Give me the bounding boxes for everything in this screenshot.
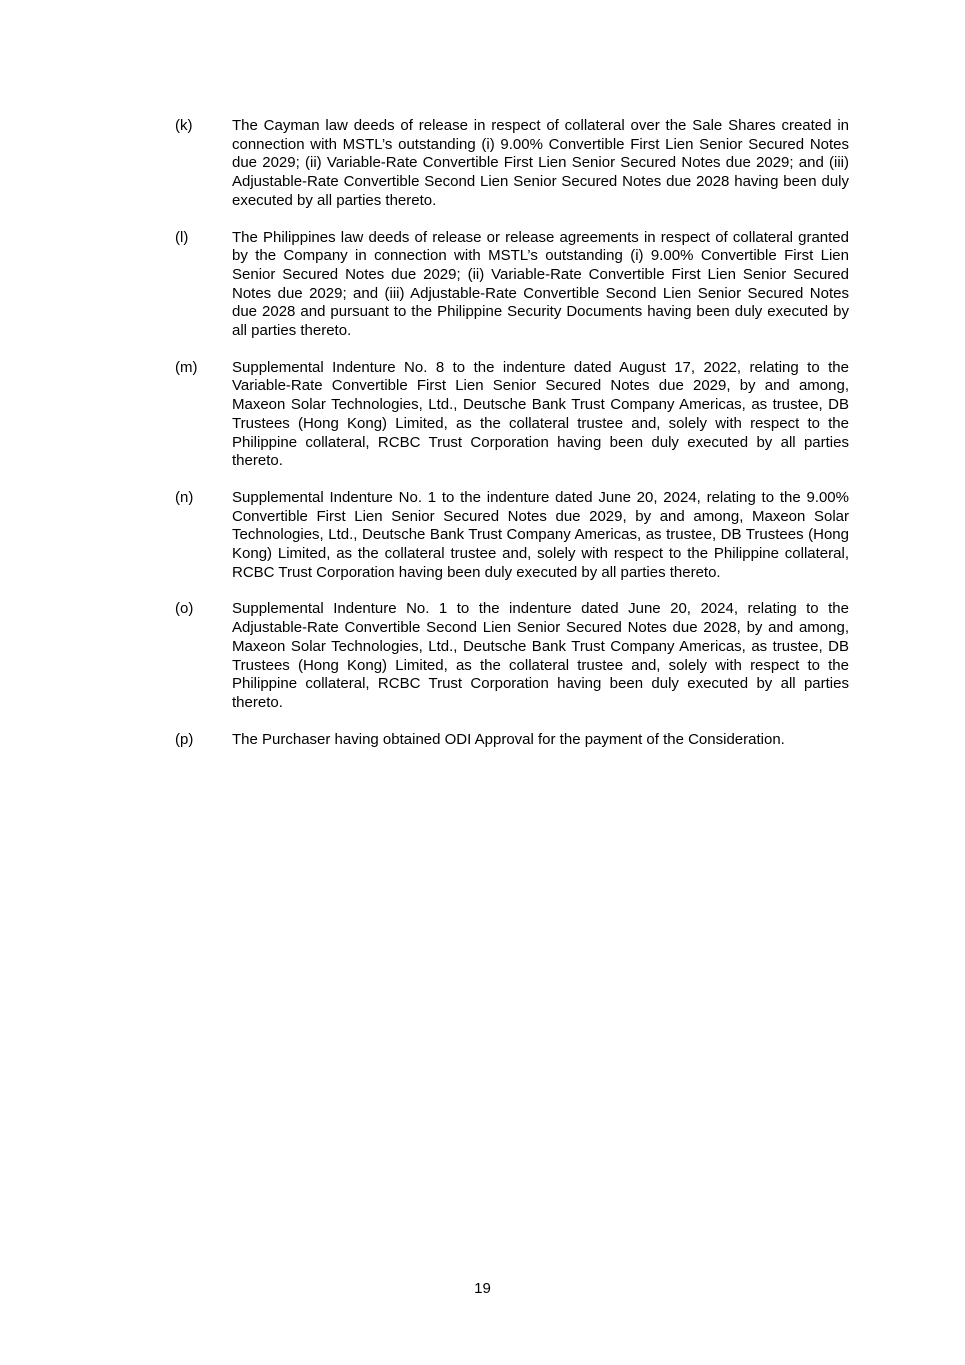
clause-l xyxy=(175,229,849,341)
page-number: 19 xyxy=(474,1280,491,1297)
clause-label: (m) xyxy=(175,358,198,376)
clause-text: The Philippines law deeds of release or release agreements in respect of collateral granted by the Company in connection with MSTL’s outstanding (i) 9.00% Convertible First Lien Senior Secured Notes due 2029; (ii) Variable-Rate Convertible First Lien Senior Secured Notes due 2029; and (iii) Adjustable-Rate Convertible Second Lien Senior Secured Notes due 2028 and pursuant to the Philippine Security Documents having been duly executed by all parties thereto. xyxy=(232,228,849,340)
clause-text: The Purchaser having obtained ODI Approval for the payment of the Consideration. xyxy=(232,730,785,748)
clause-text: Supplemental Indenture No. 1 to the indenture dated June 20, 2024, relating to the Adjustable-Rate Convertible Second Lien Senior Secured Notes due 2028, by and among, Maxeon Solar Technologies, Ltd., Deutsche Bank Trust Company Americas, as trustee, DB Trustees (Hong Kong) Limited, as the collateral trustee and, solely with respect to the Philippine collateral, RCBC Trust Corporation having been duly executed by all parties thereto. xyxy=(232,600,849,711)
clause-text: Supplemental Indenture No. 1 to the indenture dated June 20, 2024, relating to the 9.00% Convertible First Lien Senior Secured Notes due 2029, by and among, Maxeon Solar Technologies, Ltd., Deutsche Bank Trust Company Americas, as trustee, DB Trustees (Hong Kong) Limited, as the collateral trustee and, solely with respect to the Philippine collateral, RCBC Trust Corporation having been duly executed by all parties thereto. xyxy=(232,488,849,581)
clause-label: (k) xyxy=(175,117,193,134)
clause-o xyxy=(175,600,849,712)
clause-list xyxy=(175,117,849,767)
clause-p xyxy=(175,731,849,750)
clause-label: (o) xyxy=(175,600,194,618)
clause-label: (l) xyxy=(175,228,189,246)
clause-text: Supplemental Indenture No. 8 to the indenture dated August 17, 2022, relating to the Variable-Rate Convertible First Lien Senior Secured Notes due 2029, by and among, Maxeon Solar Technologies, Ltd., Deutsche Bank Trust Company Americas, as trustee, DB Trustees (Hong Kong) Limited, as the collateral trustee and, solely with respect to the Philippine collateral, RCBC Trust Corporation having been duly executed by all parties thereto. xyxy=(232,358,849,470)
clause-k xyxy=(175,117,849,211)
clause-label: (p) xyxy=(175,730,194,748)
clause-text: The Cayman law deeds of release in respect of collateral over the Sale Shares created in connection with MSTL’s outstanding (i) 9.00% Convertible First Lien Senior Secured Notes due 2029; (ii) Variable-Rate Convertible First Lien Senior Secured Notes due 2029; and (iii) Adjustable-Rate Convertible Second Lien Senior Secured Notes due 2028 having been duly executed by all parties thereto. xyxy=(232,117,849,209)
clause-label: (n) xyxy=(175,488,194,506)
clause-n xyxy=(175,489,849,583)
clause-m xyxy=(175,359,849,471)
